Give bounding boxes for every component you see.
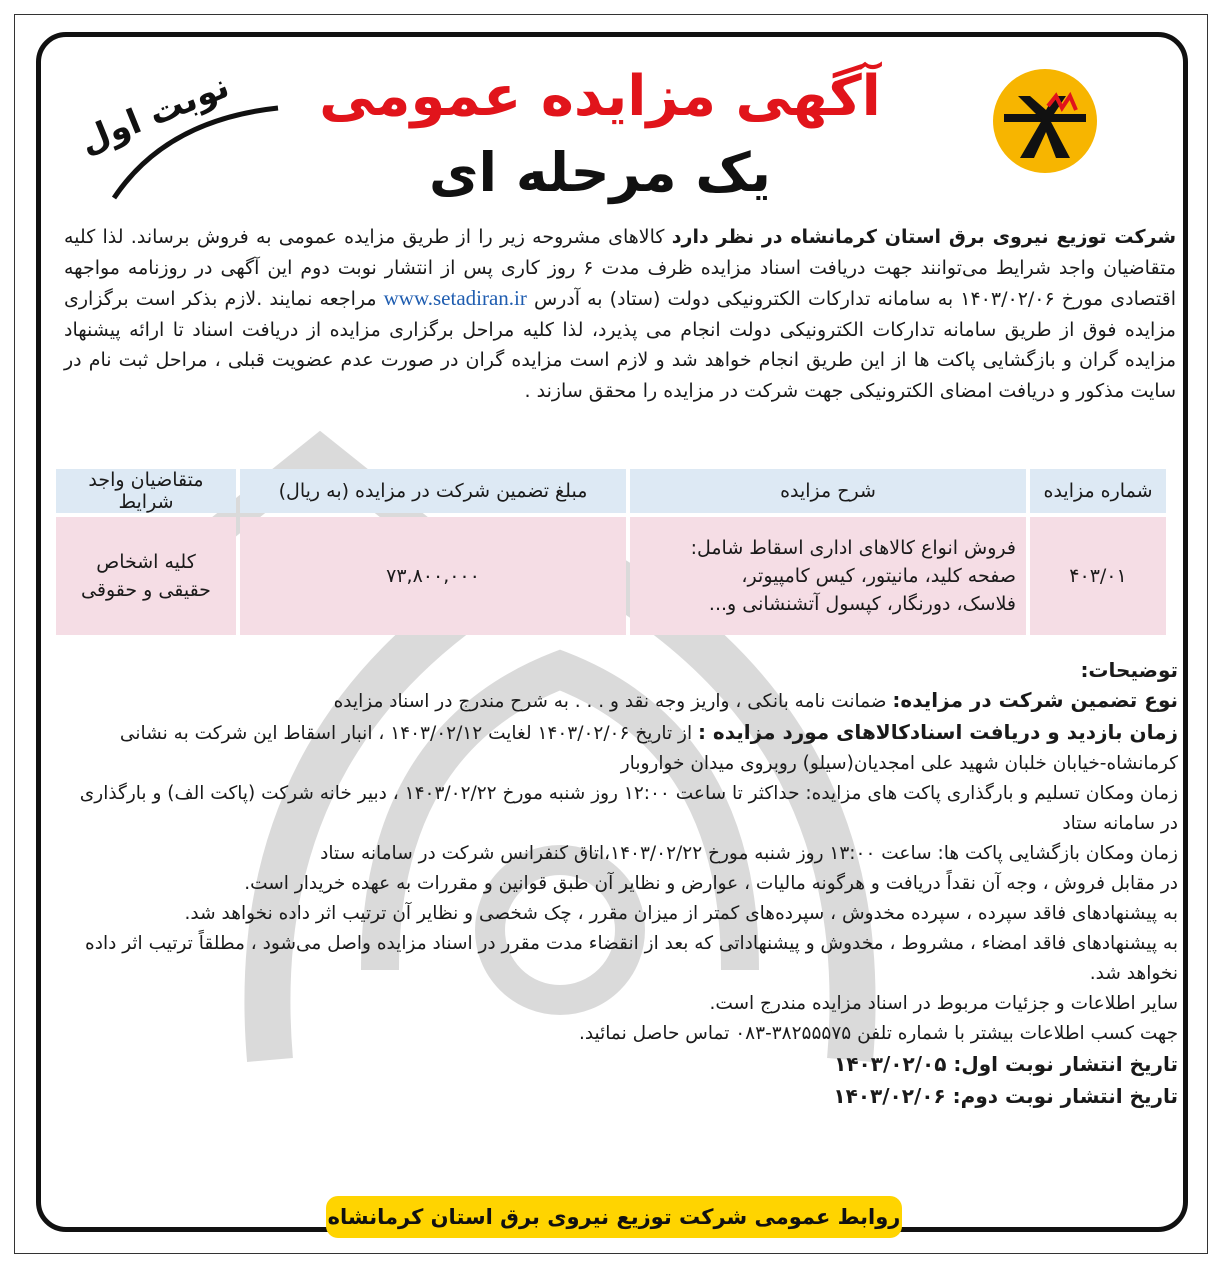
guarantee-text: ضمانت نامه بانکی ، واریز وجه نقد و . . . به شرح مندرج در اسناد مزایده [333,691,893,712]
col-description: شرح مزایده [630,469,1026,513]
table-header-row [56,469,1166,513]
col-guarantee: مبلغ تضمین شرکت در مزایده (به ریال) [240,469,626,513]
auction-number: ۴۰۳/۰۱ [1030,517,1166,635]
first-date-label: تاریخ انتشار نوبت اول: [953,1052,1178,1076]
desc-line: صفحه کلید، مانیتور، کیس کامپیوتر، [741,565,1016,587]
company-logo [990,66,1100,176]
submission-info: زمان ومکان تسلیم و بارگذاری پاکت های مزایده: حداکثر تا ساعت ۱۲:۰۰ روز شنبه مورخ ۱۴۰۳/۰۲/۲۲ ، دبیر خانه شرکت (پاکت الف) و بارگذاری در سامانه ستاد [79,783,1178,834]
deposit-info: به پیشنهادهای فاقد سپرده ، سپرده مخدوش ، سپرده‌های کمتر از میزان مقرر ، چک شخصی و نظایر آن ترتیب اثر داده نخواهد شد. [184,903,1178,924]
intro-paragraph [64,222,1176,406]
public-relations-banner: روابط عمومی شرکت توزیع نیروی برق استان کرمانشاه [326,1196,902,1238]
guarantee-type [58,685,1178,717]
stamp-text: نوبت اول [74,66,235,162]
first-publish-date [58,1049,1178,1081]
contact-info: جهت کسب اطلاعات بیشتر با شماره تلفن ۳۸۲۵۵۵۷۵-۰۸۳ تماس حاصل نمائید. [578,1023,1178,1044]
desc-line: فلاسک، دورنگار، کپسول آتشنشانی و... [708,593,1016,615]
visit-text: از تاریخ ۱۴۰۳/۰۲/۰۶ لغایت ۱۴۰۳/۰۲/۱۲ ، انبار اسقاط این شرکت به نشانی کرمانشاه-خیابان خلبان شهید علی امجدیان(سیلو) روبروی میدان خواروبار [119,723,1178,774]
visit-label: زمان بازدید و دریافت اسنادکالاهای مورد مزایده : [697,720,1178,744]
col-eligible: متقاضیان واجد شرایط [56,469,236,513]
notes-section [58,655,1178,1113]
col-number: شماره مزایده [1030,469,1166,513]
notes-heading: توضیحات: [1080,658,1178,682]
intro-text-2: مراجعه نمایند .لازم بذکر است برگزاری مزایده فوق از طریق سامانه تدارکات الکترونیکی دولت انجام می پذیرد، لذا کلیه مراحل برگزاری مزایده از دریافت اسناد تا ارائه پیشنهاد مزایده گران و بازگشایی پاکت ها از این طریق انجام خواهد شد و لازم است مزایده گران در صورت عدم عضویت قبلی ، مراحل ثبت نام در سایت مذکور و دریافت امضای الکترونیکی جهت شرکت در مزایده را محقق سازند . [64,288,1176,402]
setad-link[interactable]: www.setadiran.ir [383,286,527,310]
guarantee-label: نوع تضمین شرکت در مزایده: [892,688,1178,712]
auction-description [630,517,1026,635]
desc-line: فروش انواع کالاهای اداری اسقاط شامل: [690,537,1016,559]
guarantee-amount: ۷۳,۸۰۰,۰۰۰ [240,517,626,635]
first-date-value: ۱۴۰۳/۰۲/۰۵ [834,1052,954,1076]
visit-info [58,717,1178,779]
table-row [56,517,1166,635]
notice-title: آگهی مزایده عمومی [319,64,881,129]
second-publish-date [58,1081,1178,1113]
invalid-info: به پیشنهادهای فاقد امضاء ، مشروط ، مخدوش و پیشنهاداتی که بعد از انقضاء مدت مقرر در اسناد مزایده واصل می‌شود ، مطلقاً ترتیب اثر داده نخواهد شد. [85,933,1178,984]
intro-company: شرکت توزیع نیروی برق استان کرمانشاه در نظر دارد [671,226,1176,248]
first-issue-stamp [56,66,296,210]
eligible-applicants [56,517,236,635]
second-date-value: ۱۴۰۳/۰۲/۰۶ [833,1084,953,1108]
eligible-line: حقیقی و حقوقی [81,579,211,601]
other-info: سایر اطلاعات و جزئیات مربوط در اسناد مزایده مندرج است. [709,993,1178,1014]
auction-table [52,465,1170,639]
taxes-info: در مقابل فروش ، وجه آن نقداً دریافت و هرگونه مالیات ، عوارض و نظایر آن طبق قوانین و مقررات به عهده خریدار است. [244,873,1178,894]
intro-text-1: کالاهای مشروحه زیر را از طریق مزایده عمومی به فروش برساند. لذا کلیه متقاضیان واجد شرایط می‌توانند جهت دریافت اسناد مزایده ظرف مدت ۶ روز کاری پس از انتشار نوبت دوم این آگهی در روزنامه مواجهه اقتصادی مورخ ۱۴۰۳/۰۲/۰۶ به سامانه تدارکات الکترونیکی دولت (ستاد) به آدرس [64,226,1176,310]
second-date-label: تاریخ انتشار نوبت دوم: [952,1084,1178,1108]
notice-subtitle: یک مرحله ای [429,141,771,204]
eligible-line: کلیه اشخاص [96,551,196,573]
opening-info: زمان ومکان بازگشایی پاکت ها: ساعت ۱۳:۰۰ روز شنبه مورخ ۱۴۰۳/۰۲/۲۲،اتاق کنفرانس شرکت در سامانه ستاد [320,843,1178,864]
